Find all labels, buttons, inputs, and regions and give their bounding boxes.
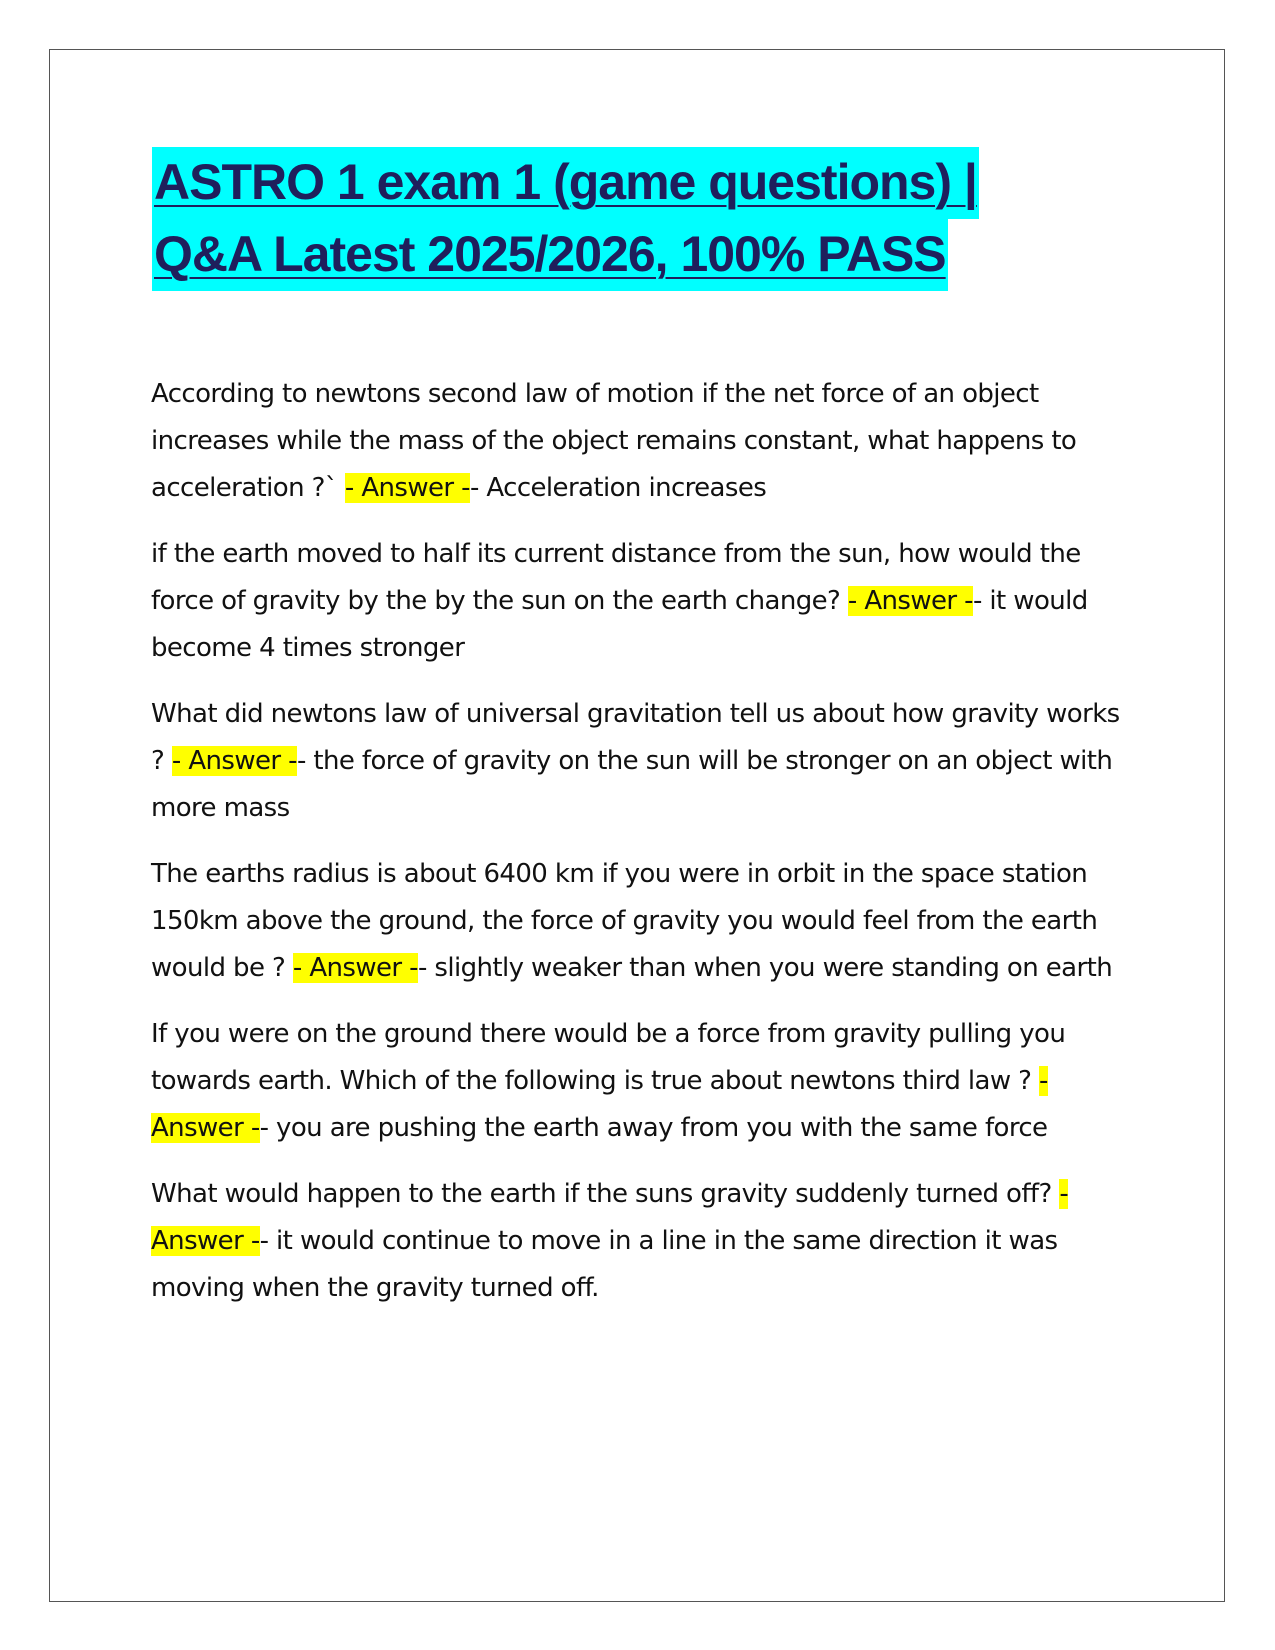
answer-marker: - Answer -	[151, 1066, 1048, 1143]
qa-item-5	[151, 1011, 1136, 1152]
title-line-1: ASTRO 1 exam 1 (game questions) |	[152, 147, 979, 219]
question-text: What would happen to the earth if the suns gravity suddenly turned off?	[151, 1179, 1060, 1209]
question-text: According to newtons second law of motion if the net force of an object increases while the mass of the object remains constant, what happens to acceleration ?`	[151, 379, 1077, 503]
qa-item-1	[151, 371, 1136, 512]
answer-marker: - Answer -	[344, 473, 470, 503]
title-line-2: Q&A Latest 2025/2026, 100% PASS	[152, 219, 948, 291]
answer-text: - you are pushing the earth away from you with the same force	[259, 1113, 1048, 1143]
answer-text: - it would continue to move in a line in the same direction it was moving when the gravity turned off.	[151, 1226, 1058, 1303]
document-title	[152, 147, 1132, 291]
answer-marker: - Answer -	[847, 586, 973, 616]
answer-marker: - Answer -	[171, 746, 297, 776]
question-text: The earths radius is about 6400 km if you were in orbit in the space station 150km above the ground, the force of gravity you would feel from the earth would be ?	[151, 859, 1098, 983]
question-text: if the earth moved to half its current distance from the sun, how would the force of gravity by the by the sun on the earth change?	[151, 539, 1081, 616]
qa-item-3	[151, 691, 1136, 832]
answer-text: - the force of gravity on the sun will be stronger on an object with more mass	[151, 746, 1113, 823]
answer-text: - Acceleration increases	[469, 473, 767, 503]
qa-item-4	[151, 851, 1136, 992]
question-text: What did newtons law of universal gravitation tell us about how gravity works ?	[151, 699, 1120, 776]
answer-marker: - Answer -	[151, 1179, 1069, 1256]
answer-text: - slightly weaker than when you were standing on earth	[417, 953, 1113, 983]
question-text: If you were on the ground there would be a force from gravity pulling you towards earth. Which of the following is true about newtons third law ?	[151, 1019, 1066, 1096]
qa-item-6	[151, 1171, 1136, 1312]
answer-text: - it would become 4 times stronger	[151, 586, 1088, 663]
qa-list	[151, 371, 1136, 1331]
answer-marker: - Answer -	[292, 953, 418, 983]
qa-item-2	[151, 531, 1136, 672]
